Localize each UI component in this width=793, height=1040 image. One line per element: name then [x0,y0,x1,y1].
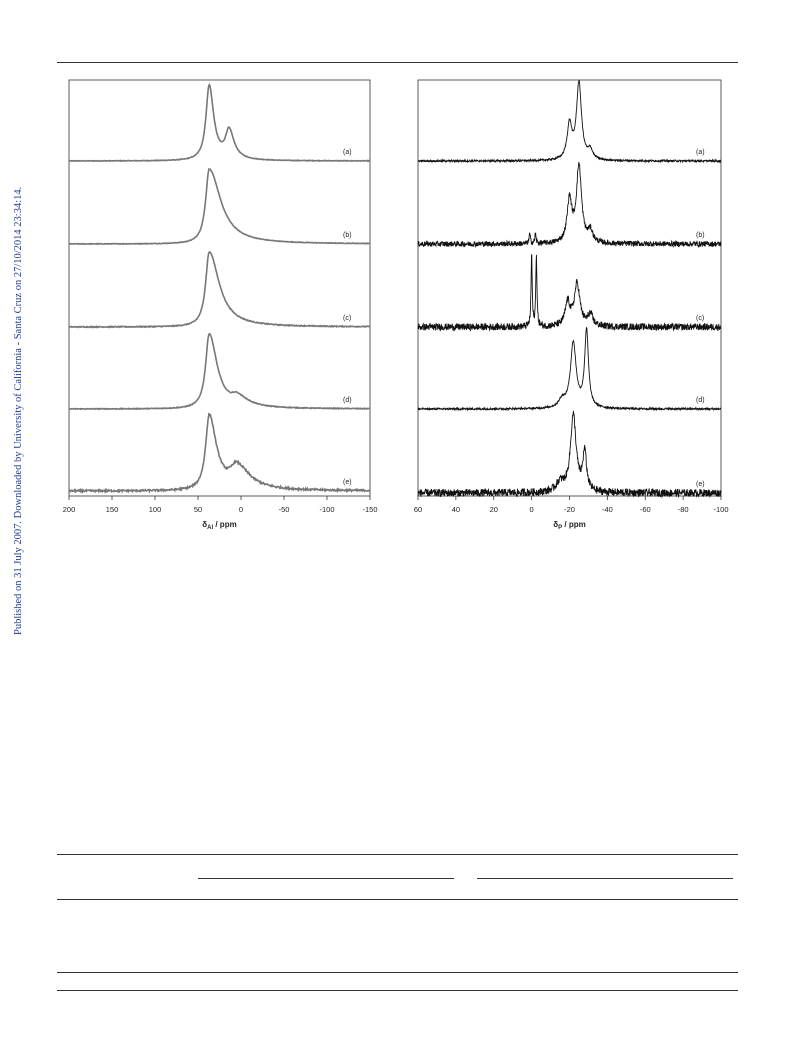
x-tick-label: 50 [193,505,203,514]
spectrum-label: (c) [343,315,352,322]
x-tick-label: -80 [677,505,689,514]
x-tick-label: 40 [451,505,461,514]
spectrum-label: (d) [343,397,352,404]
spectrum-a [418,80,721,162]
spectrum-b [69,169,370,244]
spectrum-d [69,334,370,410]
spectrum-c [418,254,721,330]
p-nmr-panel [414,80,729,531]
plot-frame [418,80,721,496]
x-tick-label: -60 [639,505,651,514]
x-axis-title: $\delta_{Al}$ / ppm [202,520,237,531]
x-tick-label: -100 [713,505,729,514]
spectrum-label: (b) [696,232,705,239]
spectrum-label: (d) [696,397,705,404]
x-tick-label: -100 [319,505,335,514]
x-tick-label: 150 [105,505,119,514]
x-tick-label: -20 [564,505,575,514]
spectrum-label: (b) [343,232,352,239]
spectrum-e [418,411,721,497]
spectrum-e [69,414,370,492]
spectrum-label: (e) [343,479,352,486]
spectrum-label: (a) [696,149,705,156]
spectrum-label: (e) [696,481,705,488]
x-tick-label: 100 [148,505,162,514]
spectrum-c [69,252,370,327]
al-nmr-panel [63,80,378,531]
x-tick-label: 0 [238,505,244,514]
download-notice: Published on 31 July 2007. Downloaded by University of California - Santa Cruz on 27/10/2014 23:34:14. [13,186,24,635]
spectrum-b [418,162,721,247]
x-tick-label: 20 [489,505,498,514]
spectrum-a [69,85,370,161]
x-tick-label: -40 [601,505,613,514]
x-tick-label: -50 [278,505,290,514]
spectrum-d [418,327,721,410]
x-tick-label: 200 [62,505,76,514]
spectrum-label: (a) [343,149,352,156]
x-tick-label: -150 [362,505,378,514]
x-tick-label: 0 [529,505,534,514]
spectrum-label: (c) [696,315,705,322]
x-tick-label: 60 [413,505,423,514]
x-axis-title: $\delta_P$ / ppm [553,520,586,531]
plot-frame [69,80,370,496]
